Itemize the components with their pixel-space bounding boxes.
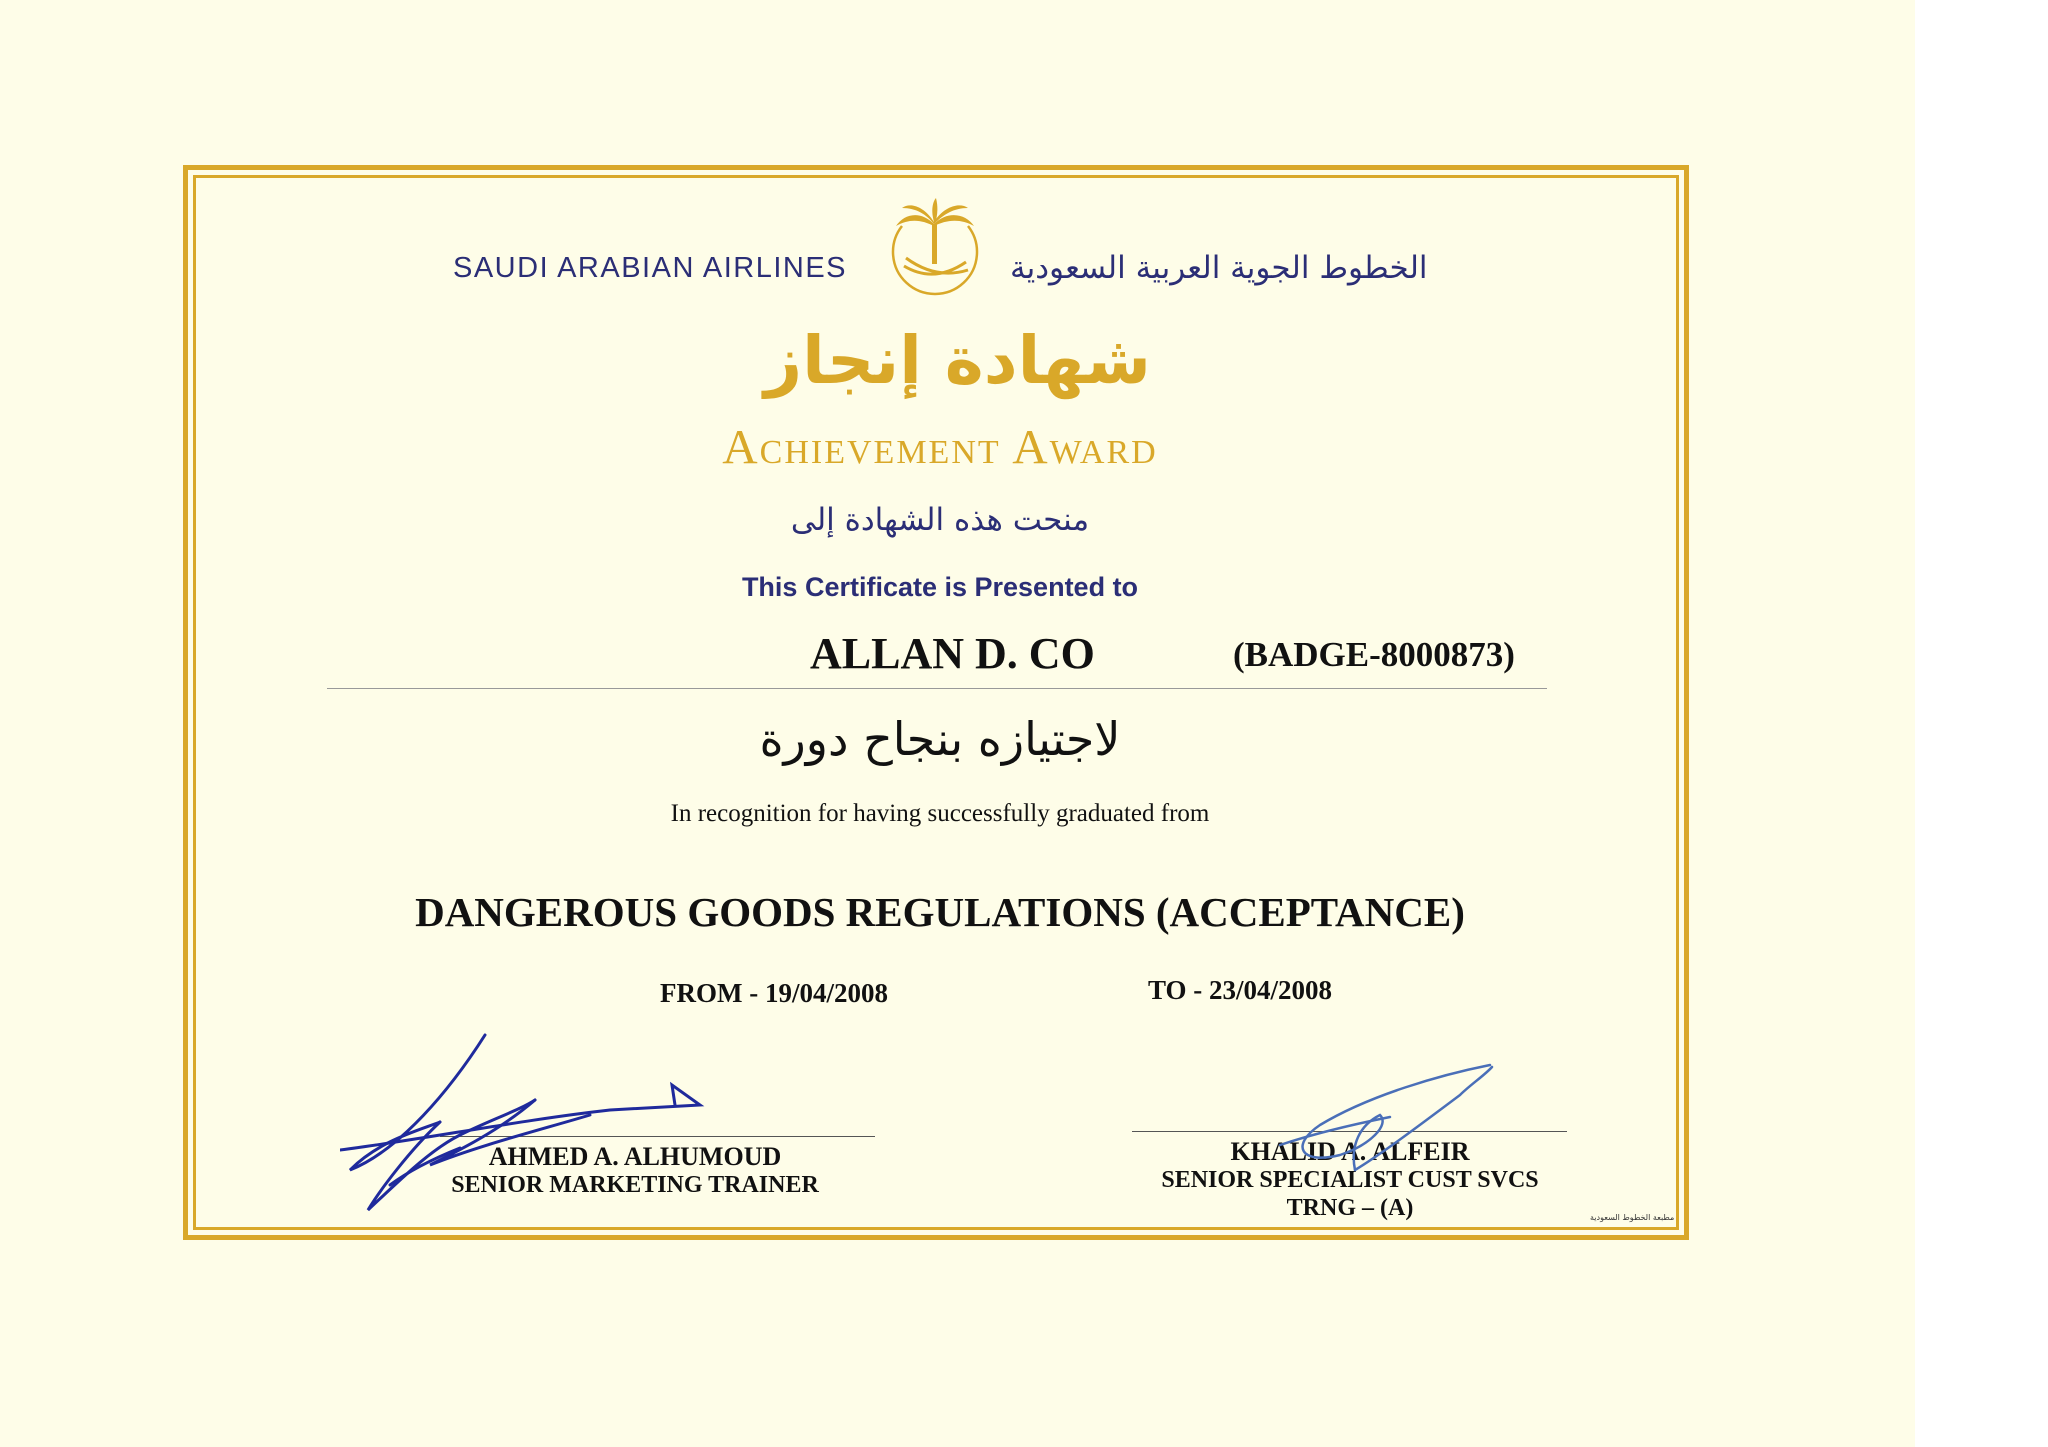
presented-to-arabic: منحت هذه الشهادة إلى [790,502,1090,538]
presented-to-english: This Certificate is Presented to [741,572,1139,602]
signature-1-icon [340,1030,720,1220]
badge-number: (BADGE-8000873) [1233,635,1515,674]
signatory-2-title: SENIOR SPECIALIST CUST SVCS [1161,1167,1539,1193]
palm-and-swords-emblem-icon [880,196,990,306]
signature-2-icon [1260,1055,1500,1185]
recognition-arabic: لاجتيازه بنجاح دورة [759,712,1121,766]
airline-name-english: SAUDI ARABIAN AIRLINES [453,252,848,284]
airline-name-arabic: الخطوط الجوية العربية السعودية [1010,250,1428,286]
from-date: FROM - 19/04/2008 [660,978,888,1008]
signatory-2-subtitle: TRNG – (A) [1286,1195,1414,1221]
recognition-english: In recognition for having successfully graduated from [670,800,1210,827]
certificate-title-arabic: شهادة إنجاز [764,322,1151,399]
signatory-1-title: SENIOR MARKETING TRAINER [451,1172,819,1198]
printer-mark: مطبعة الخطوط السعودية [1590,1213,1675,1222]
course-title: DANGEROUS GOODS REGULATIONS (ACCEPTANCE) [415,889,1465,935]
signatory-2-name: KHALID A. ALFEIR [1230,1137,1470,1166]
signatory-1-name: AHMED A. ALHUMOUD [488,1142,782,1171]
to-date: TO - 23/04/2008 [1148,975,1333,1005]
recipient-underline [327,688,1547,689]
recipient-name: ALLAN D. CO [810,629,1095,678]
certificate-title-english: Achievement Award [722,419,1158,474]
